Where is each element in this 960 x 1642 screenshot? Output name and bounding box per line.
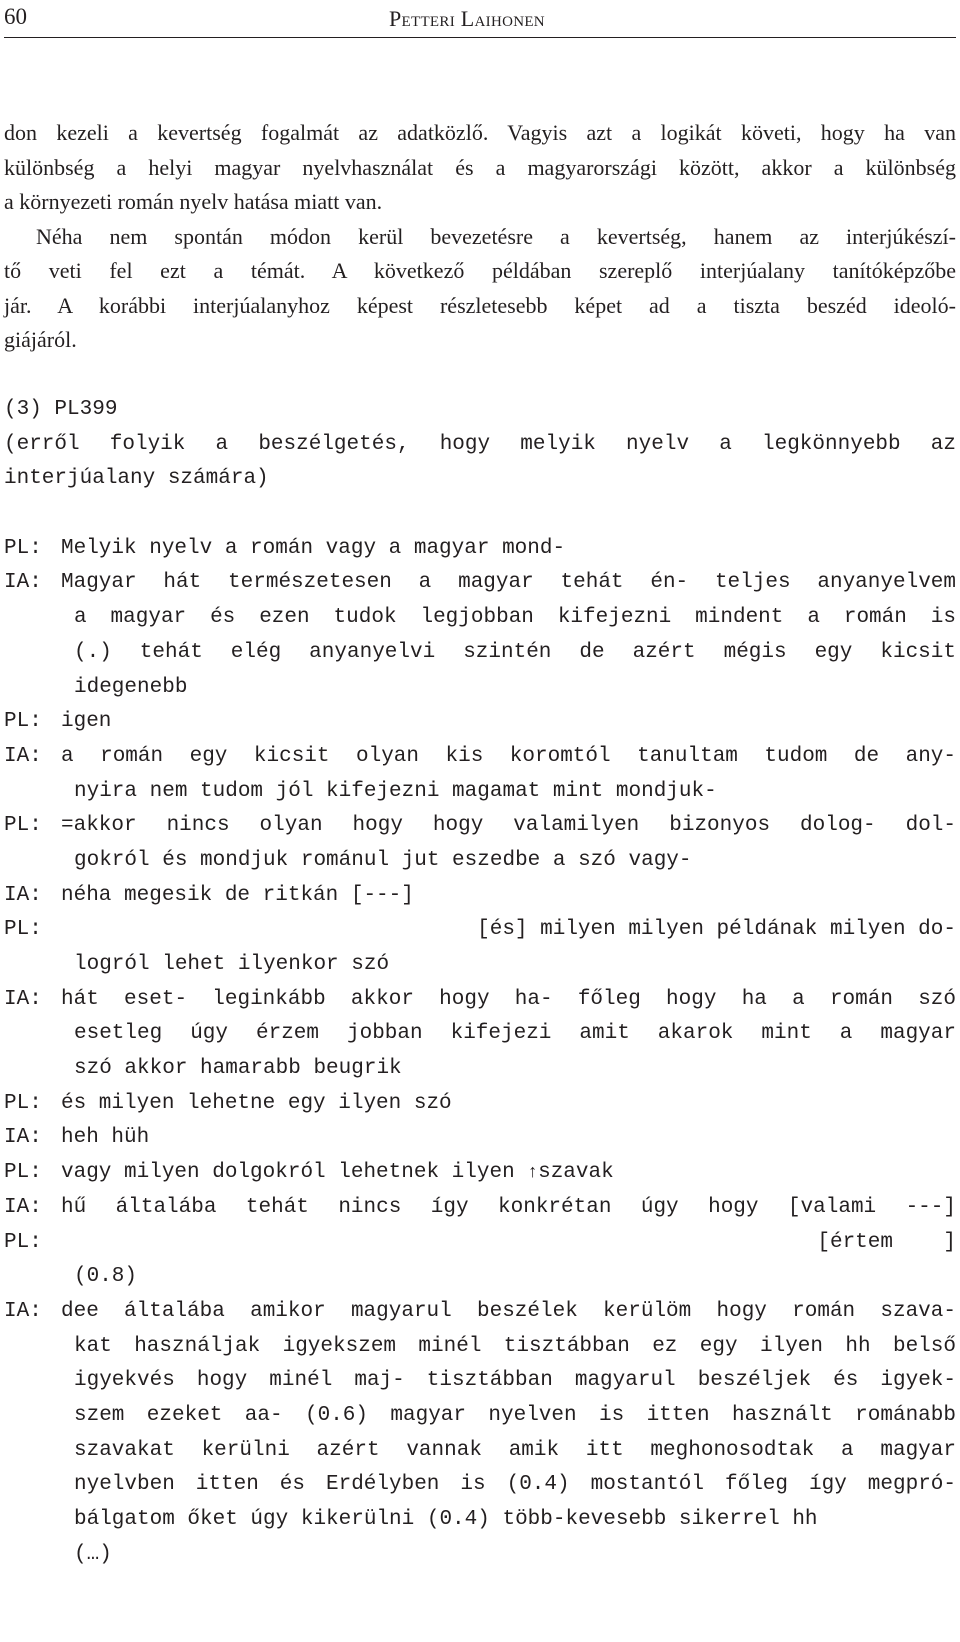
prose-line: tő veti fel ezt a témát. A következő példában szereplő interjúalany tanítóképzőbe xyxy=(4,258,956,283)
omission-marker: (…) xyxy=(74,1542,112,1566)
utterance: a román egy kicsit olyan kis koromtól tanultam tudom de any- xyxy=(61,744,956,768)
transcript-turn xyxy=(4,913,956,948)
transcript-continuation xyxy=(4,1364,956,1399)
utterance: [értem ] xyxy=(817,1230,956,1254)
utterance: igen xyxy=(61,710,112,734)
running-title: Petteri Laihonen xyxy=(389,6,545,31)
utterance: (.) tehát elég anyanyelvi szintén de azért mégis egy kicsit xyxy=(74,640,956,664)
transcript-turn xyxy=(4,532,956,567)
utterance: szem ezeket aa- (0.6) magyar nyelven is itten használt románabb xyxy=(74,1403,956,1427)
transcript-continuation xyxy=(4,1330,956,1365)
utterance: igyekvés hogy minél maj- tisztábban magyarul beszéljek és igyek- xyxy=(74,1369,956,1393)
transcript-continuation xyxy=(4,844,956,879)
speaker-label: IA: xyxy=(4,744,42,768)
transcript-turn xyxy=(4,705,956,740)
page-number: 60 xyxy=(4,4,27,29)
header-rule xyxy=(4,37,956,38)
transcript-continuation xyxy=(4,1468,956,1503)
speaker-label: PL: xyxy=(4,918,42,942)
prose-line: giájáról. xyxy=(4,327,77,352)
transcript-turn xyxy=(4,1087,956,1122)
speaker-label: IA: xyxy=(4,883,42,907)
prose-line: jár. A korábbi interjúalanyhoz képest részletesebb képet ad a tiszta beszéd ideoló- xyxy=(4,292,956,318)
transcript-turn xyxy=(4,1121,956,1156)
utterance: nyira nem tudom jól kifejezni magamat mint mondjuk- xyxy=(74,779,717,803)
utterance: a magyar és ezen tudok legjobban kifejezni mindent a román is xyxy=(74,606,956,630)
utterance: =akkor nincs olyan hogy hogy valamilyen bizonyos dolog- dol- xyxy=(61,814,956,838)
utterance: heh hüh xyxy=(61,1126,150,1150)
utterance: gokról és mondjuk románul jut eszedbe a szó vagy- xyxy=(74,848,692,872)
running-header xyxy=(4,0,956,38)
utterance: logról lehet ilyenkor szó xyxy=(74,953,390,976)
utterance: bálgatom őket úgy kikerülni (0.4) több-kevesebb sikerrel hh xyxy=(74,1508,818,1531)
transcript-continuation xyxy=(4,775,956,810)
speaker-label: IA: xyxy=(4,1299,42,1323)
transcript-turn xyxy=(4,879,956,914)
speaker-label: IA: xyxy=(4,1195,42,1219)
utterance: Melyik nyelv a román vagy a magyar mond- xyxy=(61,536,566,560)
speaker-label: PL: xyxy=(4,710,42,734)
context-line: (erről folyik a beszélgetés, hogy melyik nyelv a legkönnyebb az xyxy=(4,432,956,456)
pause-duration: (0.8) xyxy=(74,1265,138,1289)
utterance: [és] milyen milyen példának milyen do- xyxy=(477,918,956,942)
transcript-turn xyxy=(4,1295,956,1330)
transcript-excerpt xyxy=(4,393,956,1572)
utterance: néha megesik de ritkán [---] xyxy=(61,883,414,907)
transcript-continuation xyxy=(4,1503,956,1538)
transcript-continuation xyxy=(4,948,956,983)
speaker-label: PL: xyxy=(4,1091,42,1115)
utterance: nyelvben itten és Erdélyben is (0.4) mostantól főleg így megpró- xyxy=(74,1473,956,1497)
utterance: és milyen lehetne egy ilyen szó xyxy=(61,1091,452,1115)
utterance: szavakat kerülni azért vannak amik itt meghonosodtak a magyar xyxy=(74,1438,956,1462)
transcript-turn xyxy=(4,809,956,844)
transcript-turn xyxy=(4,740,956,775)
transcript-turn xyxy=(4,1156,956,1191)
blank-line xyxy=(4,497,956,532)
transcript-turn xyxy=(4,1226,956,1261)
transcript-continuation xyxy=(4,1052,956,1087)
body-text xyxy=(4,116,956,358)
utterance: idegenebb xyxy=(74,675,188,699)
speaker-label: IA: xyxy=(4,1126,42,1150)
speaker-label: PL: xyxy=(4,814,42,838)
utterance: vagy milyen dolgokról lehetnek ilyen ↑szavak xyxy=(61,1161,614,1185)
utterance: Magyar hát természetesen a magyar tehát én- teljes anyanyelvem xyxy=(61,571,956,595)
utterance: dee általába amikor magyarul beszélek kerülöm hogy román szava- xyxy=(61,1299,956,1323)
prose-line: Néha nem spontán módon kerül bevezetésre a kevertség, hanem az interjúkészí- xyxy=(36,223,956,249)
transcript-continuation xyxy=(4,671,956,706)
transcript-continuation xyxy=(4,1434,956,1469)
prose-line: különbség a helyi magyar nyelvhasználat és a magyarországi között, akkor a különbség xyxy=(4,154,956,180)
speaker-label: PL: xyxy=(4,1230,42,1254)
transcript-turn xyxy=(4,566,956,601)
transcript-omission xyxy=(4,1538,956,1573)
utterance: hű általába tehát nincs így konkrétan úgy hogy [valami ---] xyxy=(61,1195,956,1219)
transcript-turn xyxy=(4,983,956,1018)
rising-intonation-arrow-icon: ↑ xyxy=(527,1163,539,1184)
utterance: hát eset- leginkább akkor hogy ha- főleg hogy ha a román szó xyxy=(61,987,956,1011)
speaker-label: IA: xyxy=(4,571,42,595)
transcript-continuation xyxy=(4,636,956,671)
transcript-continuation xyxy=(4,601,956,636)
speaker-label: IA: xyxy=(4,987,42,1011)
utterance: kat használjak igyekszem minél tisztábban ez egy ilyen hh belső xyxy=(74,1334,956,1358)
context-line: interjúalany számára) xyxy=(4,467,269,491)
transcript-continuation xyxy=(4,1399,956,1434)
transcript-turn xyxy=(4,1191,956,1226)
speaker-label: PL: xyxy=(4,1161,42,1185)
utterance: szó akkor hamarabb beugrik xyxy=(74,1057,402,1081)
prose-line: don kezeli a kevertség fogalmát az adatközlő. Vagyis azt a logikát követi, hogy ha van xyxy=(4,120,956,145)
transcript-pause xyxy=(4,1260,956,1295)
transcript-continuation xyxy=(4,1017,956,1052)
prose-line: a környezeti román nyelv hatása miatt van. xyxy=(4,189,383,214)
utterance: esetleg úgy érzem jobban kifejezi amit akarok mint a magyar xyxy=(74,1022,956,1046)
speaker-label: PL: xyxy=(4,536,42,560)
example-id: (3) PL399 xyxy=(4,398,118,421)
